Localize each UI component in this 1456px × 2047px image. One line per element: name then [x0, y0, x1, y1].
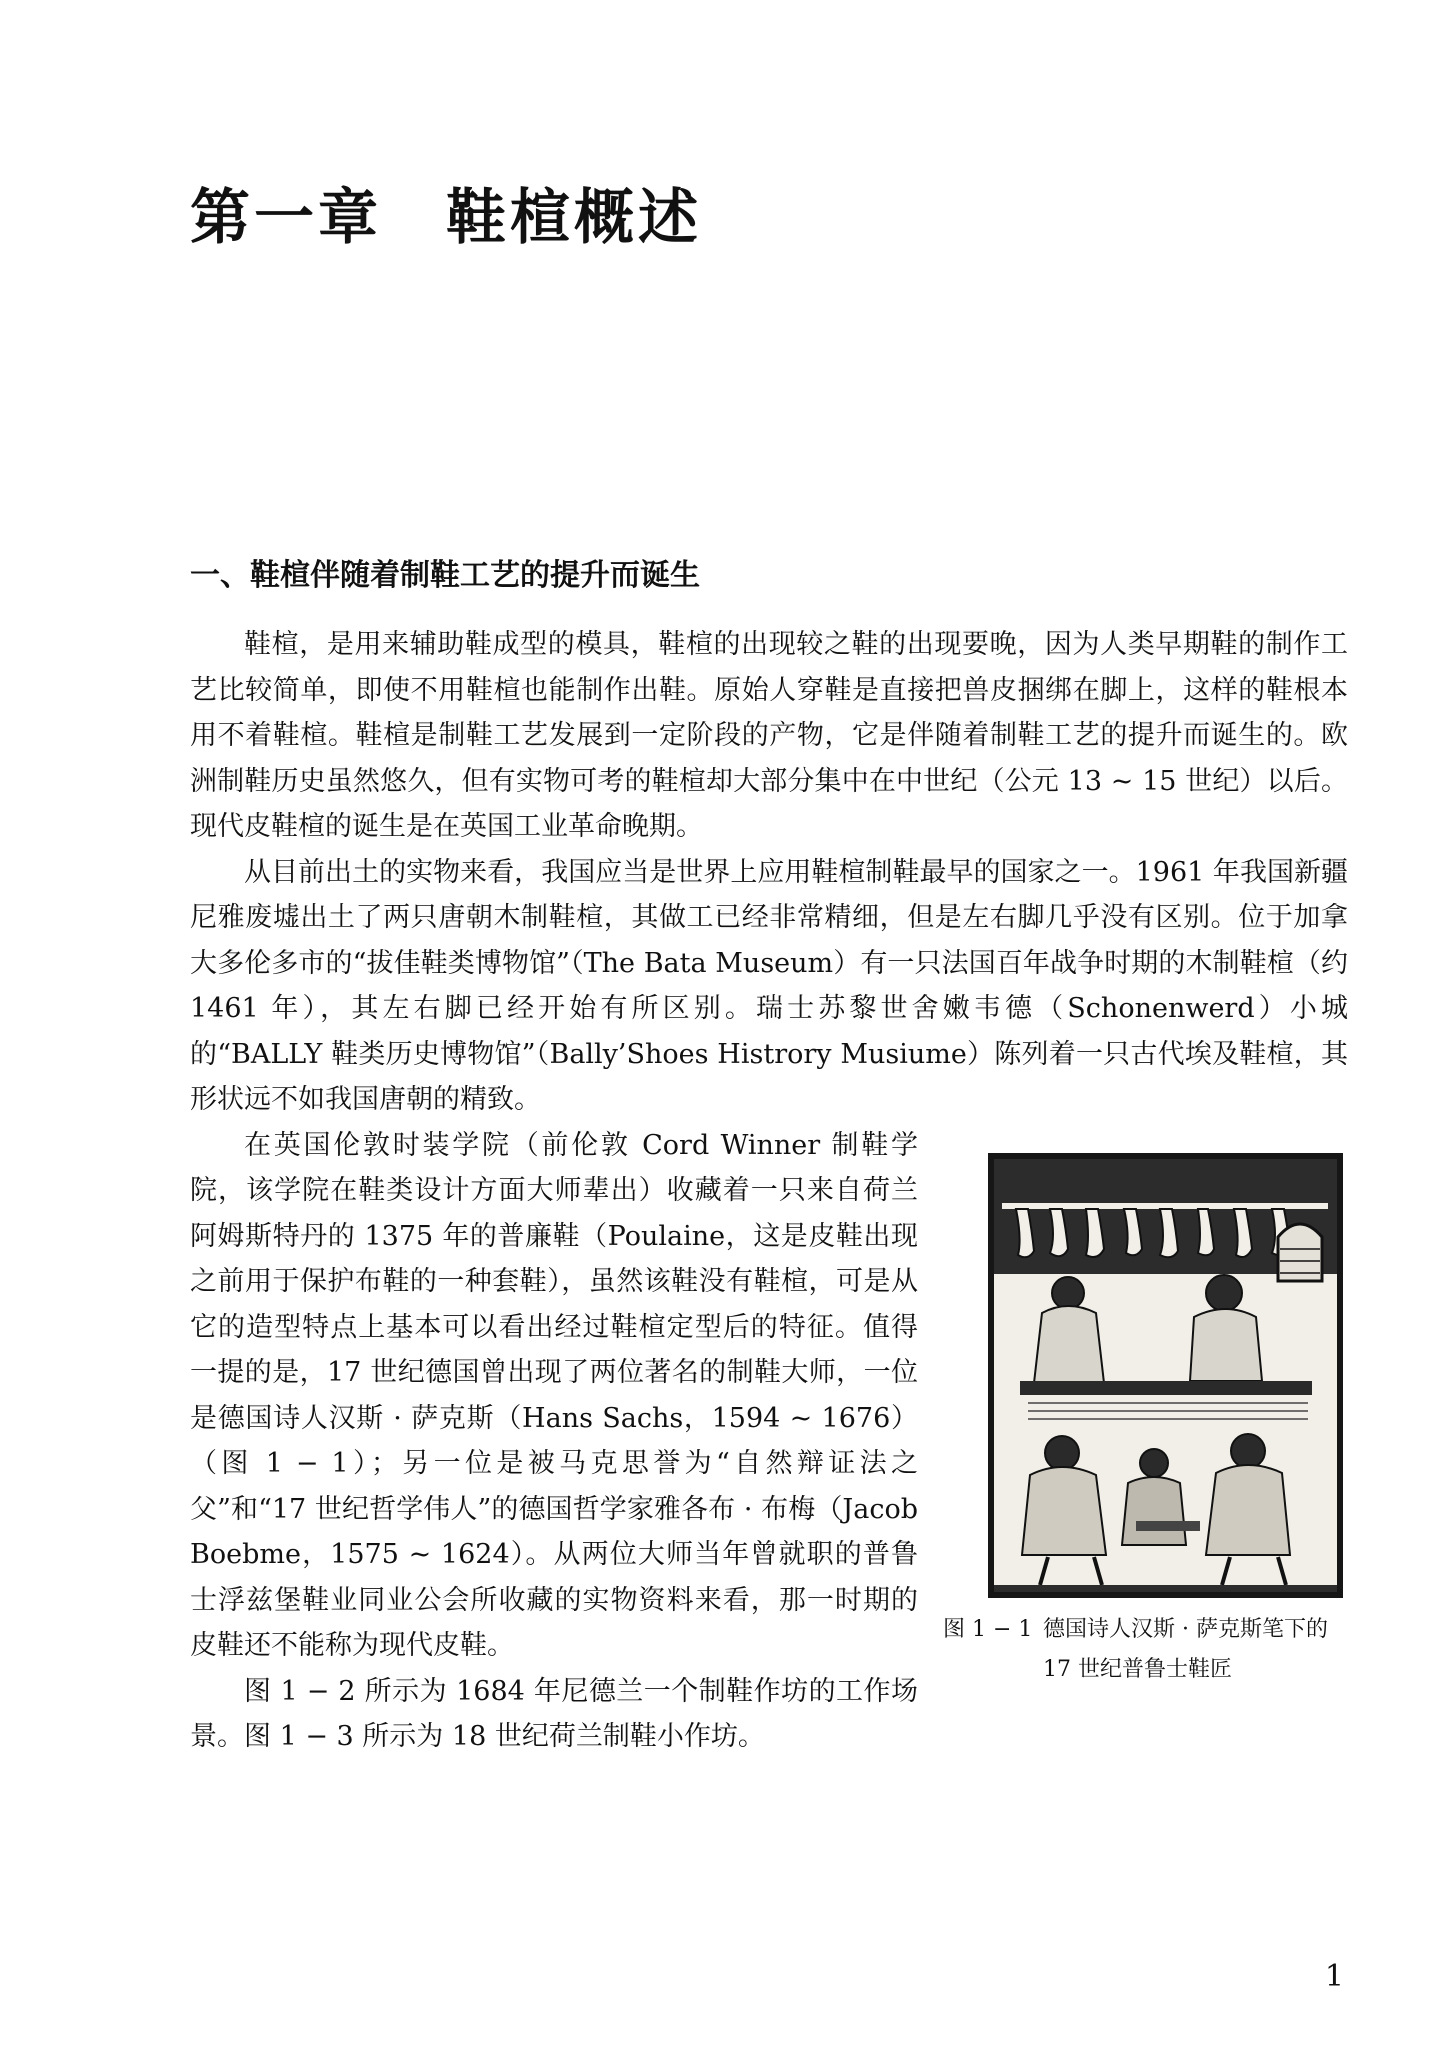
paragraph: 在英国伦敦时装学院（前伦敦 Cord Winner 制鞋学院，该学院在鞋类设计方面大师辈出）收藏着一只来自荷兰阿姆斯特丹的 1375 年的普廉鞋（Poulaine，这是皮鞋出现之前用于保护布鞋的一种套鞋），虽然该鞋没有鞋楦，可是从它的造型特点上基本可以看出经过鞋楦定型后的特征。值得一提的是，17 世纪德国曾出现了两位著名的制鞋大师，一位是德国诗人汉斯 · 萨克斯（Hans Sachs，1594 ~ 1676）（图 1 − 1）；另一位是被马克思誉为“自然辩证法之父”和“17 世纪哲学伟人”的德国哲学家雅各布 · 布梅（Jacob Boebme，1575 ~ 1624）。从两位大师当年曾就职的普鲁士浮兹堡鞋业同业公会所收藏的实物资料来看，那一时期的皮鞋还不能称为现代皮鞋。: [190, 1129, 918, 1661]
paragraph: 图 1 − 2 所示为 1684 年尼德兰一个制鞋作坊的工作场景。图 1 − 3 所示为 18 世纪荷兰制鞋小作坊。: [190, 1675, 918, 1752]
figure-caption-text: 德国诗人汉斯 · 萨克斯笔下的 17 世纪普鲁士鞋匠: [1043, 1616, 1328, 1682]
body-text: [190, 622, 1348, 1760]
paragraph: 从目前出土的实物来看，我国应当是世界上应用鞋楦制鞋最早的国家之一。1961 年我国新疆尼雅废墟出土了两只唐朝木制鞋楦，其做工已经非常精细，但是左右脚几乎没有区别。位于加拿大多伦多市的“拔佳鞋类博物馆”（The Bata Museum）有一只法国百年战争时期的木制鞋楦（约 1461 年），其左右脚已经开始有所区别。瑞士苏黎世舍嫩韦德（Schonenwerd）小城的“BALLY 鞋类历史博物馆”（Bally’Shoes Histrory Musiume）陈列着一只古代埃及鞋楦，其形状远不如我国唐朝的精致。: [190, 856, 1348, 1115]
figure-1-1: [943, 1125, 1348, 1690]
woodcut-shoemakers-illustration: [988, 1153, 1343, 1598]
figure-label: 图 1 − 1: [943, 1616, 1033, 1642]
section-heading: 一、鞋楦伴随着制鞋工艺的提升而诞生: [190, 558, 700, 593]
paragraph: 鞋楦，是用来辅助鞋成型的模具，鞋楦的出现较之鞋的出现要晚，因为人类早期鞋的制作工艺比较简单，即使不用鞋楦也能制作出鞋。原始人穿鞋是直接把兽皮捆绑在脚上，这样的鞋根本用不着鞋楦。鞋楦是制鞋工艺发展到一定阶段的产物，它是伴随着制鞋工艺的提升而诞生的。欧洲制鞋历史虽然悠久，但有实物可考的鞋楦却大部分集中在中世纪（公元 13 ~ 15 世纪）以后。现代皮鞋楦的诞生是在英国工业革命晚期。: [190, 629, 1348, 842]
page-number: 1: [1324, 1959, 1344, 1994]
chapter-title: 第一章 鞋楦概述: [190, 183, 702, 253]
figure-caption: [943, 1610, 1348, 1690]
